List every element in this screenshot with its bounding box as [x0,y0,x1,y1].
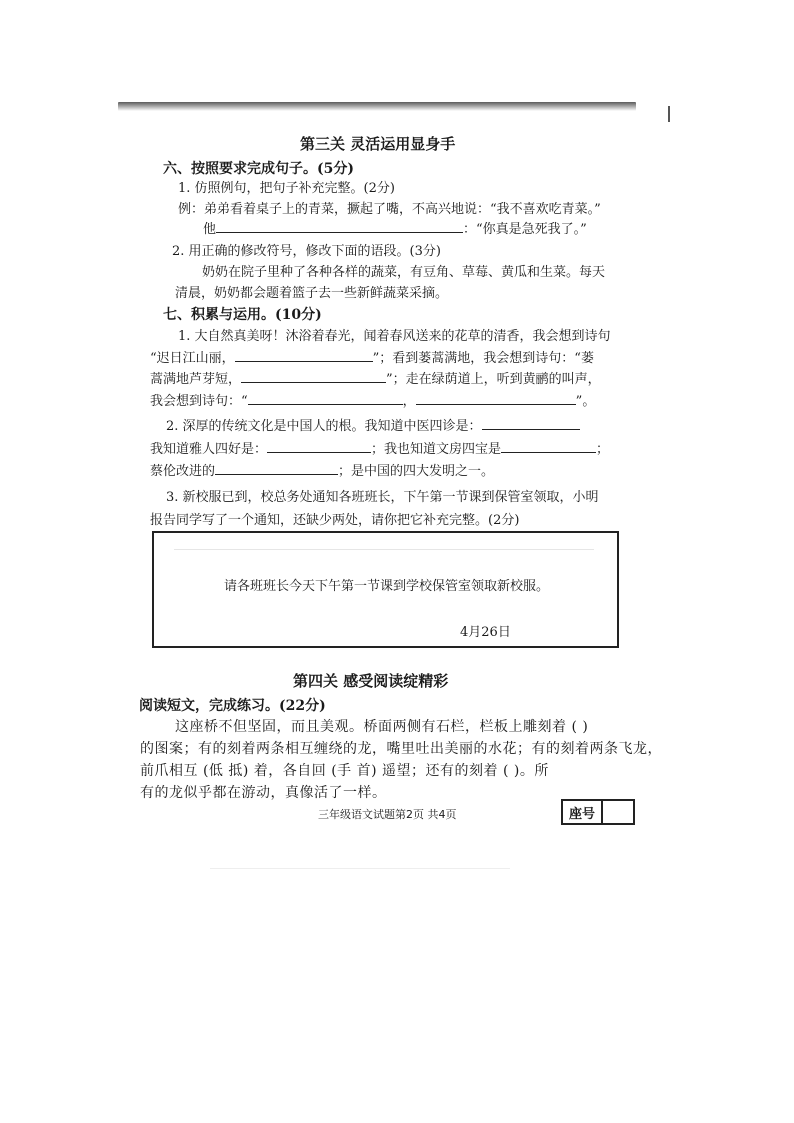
q7-item1-line2-end: ”；看到蒌蒿满地，我会想到诗句：“蒌 [372,351,594,366]
q7-item2-line1 [166,415,580,434]
poem-blank-2[interactable] [241,370,386,383]
q6-item1-instruction: 1. 仿照例句，把句子补充完整。(2分) [178,181,395,196]
reading-heading: 阅读短文，完成练习。(22分) [139,698,326,714]
q6-item2-paragraph-line1: 奶奶在院子里种了各种各样的蔬菜，有豆角、草莓、黄瓜和生菜。每天 [202,265,606,280]
q7-item2-line3-start: 蔡伦改进的 [150,464,216,479]
q7-item2-line2-mid: ；我也知道文房四宝是 [371,442,502,457]
bleed-through-line [174,549,594,550]
passage-line-3: 前爪相互 (低 抵) 着，各自回 (手 首) 遥望；还有的刻着 ( )。所 [140,763,549,779]
four-arts-blank[interactable] [267,440,371,453]
scan-mark-right [668,106,670,122]
poem-blank-4[interactable] [416,392,576,405]
passage-line-1: 这座桥不但坚固，而且美观。桥面两侧有石栏，栏板上雕刻着 ( ) [175,719,589,735]
poem-blank-1[interactable] [235,349,373,362]
q7-item2-line3 [150,460,494,479]
four-treasures-blank[interactable] [501,440,596,453]
scan-shadow-top [118,102,636,111]
q7-item1-line3-end: ”；走在绿荫道上，听到黄鹂的叫声， [386,372,601,387]
q7-item1-line4 [150,390,595,409]
notice-box [152,531,619,648]
four-diagnostics-blank[interactable] [482,417,580,430]
passage-line-2: 的图案；有的刻着两条相互缠绕的龙，嘴里吐出美丽的水花；有的刻着两条飞龙， [140,741,662,757]
seat-label: 座号 [563,801,603,823]
q7-item2-line2-start: 我知道雅人四好是： [150,442,268,457]
q6-item2-instruction: 2. 用正确的修改符号，修改下面的语段。(3分) [172,244,441,259]
q7-item2-line3-end: ；是中国的四大发明之一。 [338,464,495,479]
poem-blank-3[interactable] [248,392,403,405]
q6-heading: 六、按照要求完成句子。(5分) [163,161,354,177]
q7-item1-line2 [150,347,594,366]
q7-item1-line2-start: “迟日江山丽， [150,351,235,366]
q7-item1-line3-start: 蒿满地芦芽短， [150,372,242,387]
notice-body: 请各班班长今天下午第一节课到学校保管室领取新校服。 [224,579,550,594]
q7-item1-line3 [150,368,601,387]
q7-item2-line2 [150,438,609,457]
q7-item3-line2: 报告同学写了一个通知，还缺少两处，请你把它补充完整。(2分) [150,513,520,528]
seat-number-input[interactable] [603,801,633,823]
q6-item1-prompt-end: ：“你真是急死我了。” [463,222,587,237]
q6-item1-example: 例：弟弟看着桌子上的青菜，撅起了嘴，不高兴地说：“我不喜欢吃青菜。” [178,202,601,217]
q7-item2-line2-end: ； [596,442,610,457]
notice-date: 4月26日 [460,625,511,640]
passage-line-4: 有的龙似乎都在游动，真像活了一样。 [140,785,387,801]
q7-item1-line4-end: ”。 [575,394,596,409]
q6-item1-answer-blank[interactable] [216,220,463,233]
q7-heading: 七、积累与运用。(10分) [163,307,322,323]
q7-item1-line4-mid: ， [402,394,416,409]
q7-item2-line1-text: 2. 深厚的传统文化是中国人的根。我知道中医四诊是： [166,419,482,434]
q7-item3-line1: 3. 新校服已到，校总务处通知各班班长，下午第一节课到保管室领取，小明 [166,490,599,505]
section3-title: 第三关 灵活运用显身手 [300,135,456,153]
q7-item1-line1: 1. 大自然真美呀！沐浴着春光，闻着春风送来的花草的清香，我会想到诗句 [178,329,611,344]
q6-item1-prompt-start: 他 [203,222,217,237]
section4-title: 第四关 感受阅读绽精彩 [293,672,449,690]
q7-item1-line4-start: 我会想到诗句：“ [150,394,248,409]
cai-lun-invention-blank[interactable] [215,462,338,475]
q6-item2-paragraph-line2: 清晨，奶奶都会题着篮子去一些新鲜蔬菜采摘。 [175,286,449,301]
q6-item1-prompt [203,218,587,237]
scan-artifact-line [210,868,510,869]
page-info: 三年级语文试题第2页 共4页 [318,808,457,821]
seat-number-box [561,799,635,825]
